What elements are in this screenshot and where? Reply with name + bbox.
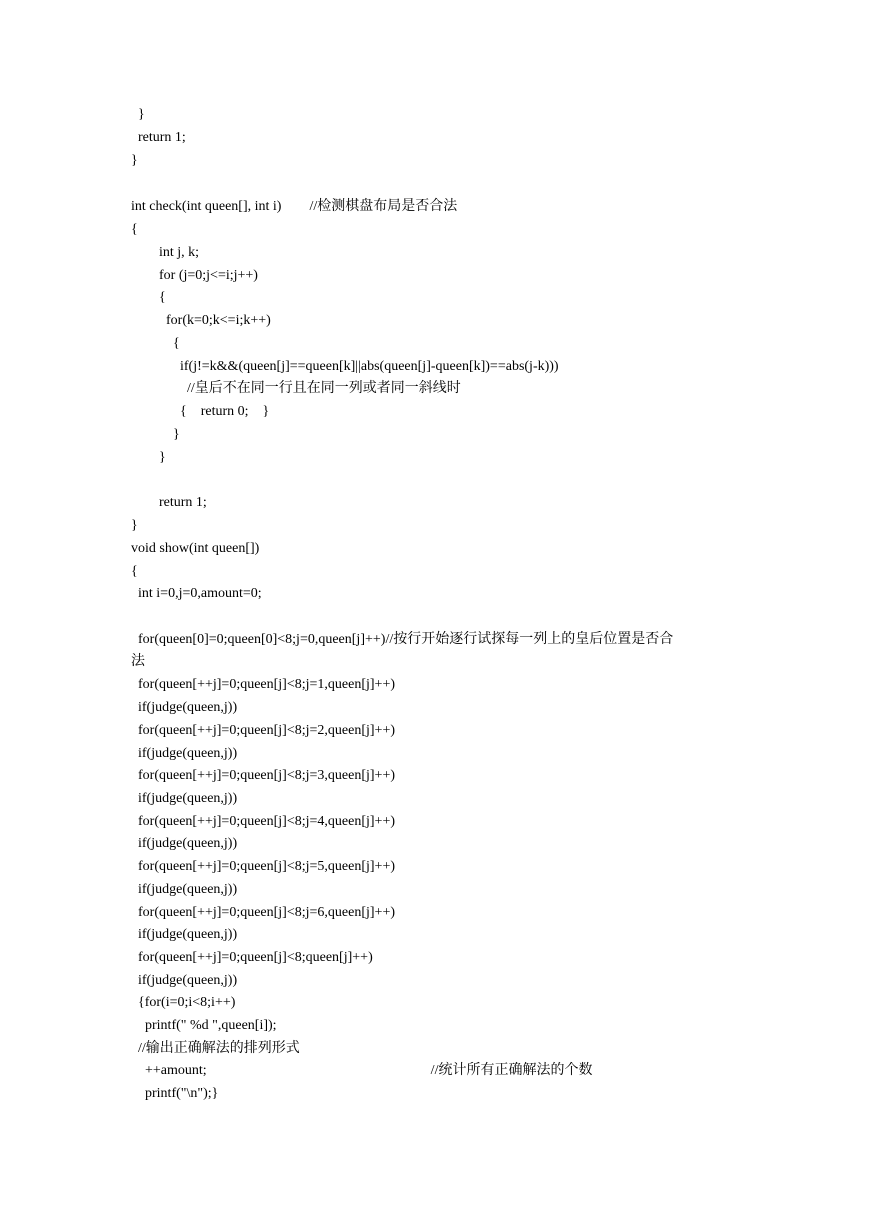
code-line: int i=0,j=0,amount=0; bbox=[131, 586, 262, 601]
code-line: return 1; bbox=[131, 130, 186, 145]
code-line: for(queen[0]=0;queen[0]<8;j=0,queen[j]++)//按行开始逐行试探每一列上的皇后位置是否合 bbox=[131, 632, 674, 647]
code-line: for(queen[++j]=0;queen[j]<8;j=3,queen[j]++) bbox=[131, 768, 396, 783]
code-comment: //输出正确解法的排列形式 bbox=[131, 1041, 300, 1056]
code-comment: //皇后不在同一行且在同一列或者同一斜线时 bbox=[131, 381, 461, 396]
code-line: if(j!=k&&(queen[j]==queen[k]||abs(queen[j]-queen[k])==abs(j-k))) bbox=[131, 359, 559, 374]
code-line: if(judge(queen,j)) bbox=[131, 882, 238, 897]
code-line: ++amount; //统计所有正确解法的个数 bbox=[131, 1063, 593, 1078]
code-line: if(judge(queen,j)) bbox=[131, 700, 238, 715]
code-line: { bbox=[131, 564, 138, 579]
code-line: for(queen[++j]=0;queen[j]<8;j=2,queen[j]++) bbox=[131, 723, 396, 738]
code-line: if(judge(queen,j)) bbox=[131, 973, 238, 988]
code-line: { return 0; } bbox=[131, 404, 270, 419]
code-line: if(judge(queen,j)) bbox=[131, 746, 238, 761]
code-line: for (j=0;j<=i;j++) bbox=[131, 268, 258, 283]
code-line: return 1; bbox=[131, 495, 207, 510]
code-line: int check(int queen[], int i) //检测棋盘布局是否合法 bbox=[131, 199, 458, 214]
code-line: for(queen[++j]=0;queen[j]<8;j=1,queen[j]++) bbox=[131, 677, 396, 692]
code-line: for(queen[++j]=0;queen[j]<8;j=6,queen[j]++) bbox=[131, 905, 396, 920]
code-line: for(k=0;k<=i;k++) bbox=[131, 313, 271, 328]
code-line: for(queen[++j]=0;queen[j]<8;j=4,queen[j]++) bbox=[131, 814, 396, 829]
code-line: if(judge(queen,j)) bbox=[131, 927, 238, 942]
code-line: } bbox=[131, 518, 138, 533]
code-line: if(judge(queen,j)) bbox=[131, 836, 238, 851]
code-line: for(queen[++j]=0;queen[j]<8;j=5,queen[j]++) bbox=[131, 859, 396, 874]
code-line: } bbox=[131, 153, 138, 168]
code-line: printf(" %d ",queen[i]); bbox=[131, 1018, 277, 1033]
code-line: } bbox=[131, 107, 145, 122]
code-line: { bbox=[131, 290, 166, 305]
code-line: printf("\n");} bbox=[131, 1086, 219, 1101]
code-line: } bbox=[131, 427, 180, 442]
code-line: int j, k; bbox=[131, 245, 200, 260]
code-line: if(judge(queen,j)) bbox=[131, 791, 238, 806]
code-line: 法 bbox=[131, 654, 145, 669]
code-line: void show(int queen[]) bbox=[131, 541, 260, 556]
code-line: {for(i=0;i<8;i++) bbox=[131, 995, 236, 1010]
code-line: { bbox=[131, 336, 180, 351]
code-line: { bbox=[131, 222, 138, 237]
code-line: } bbox=[131, 450, 166, 465]
code-line: for(queen[++j]=0;queen[j]<8;queen[j]++) bbox=[131, 950, 373, 965]
